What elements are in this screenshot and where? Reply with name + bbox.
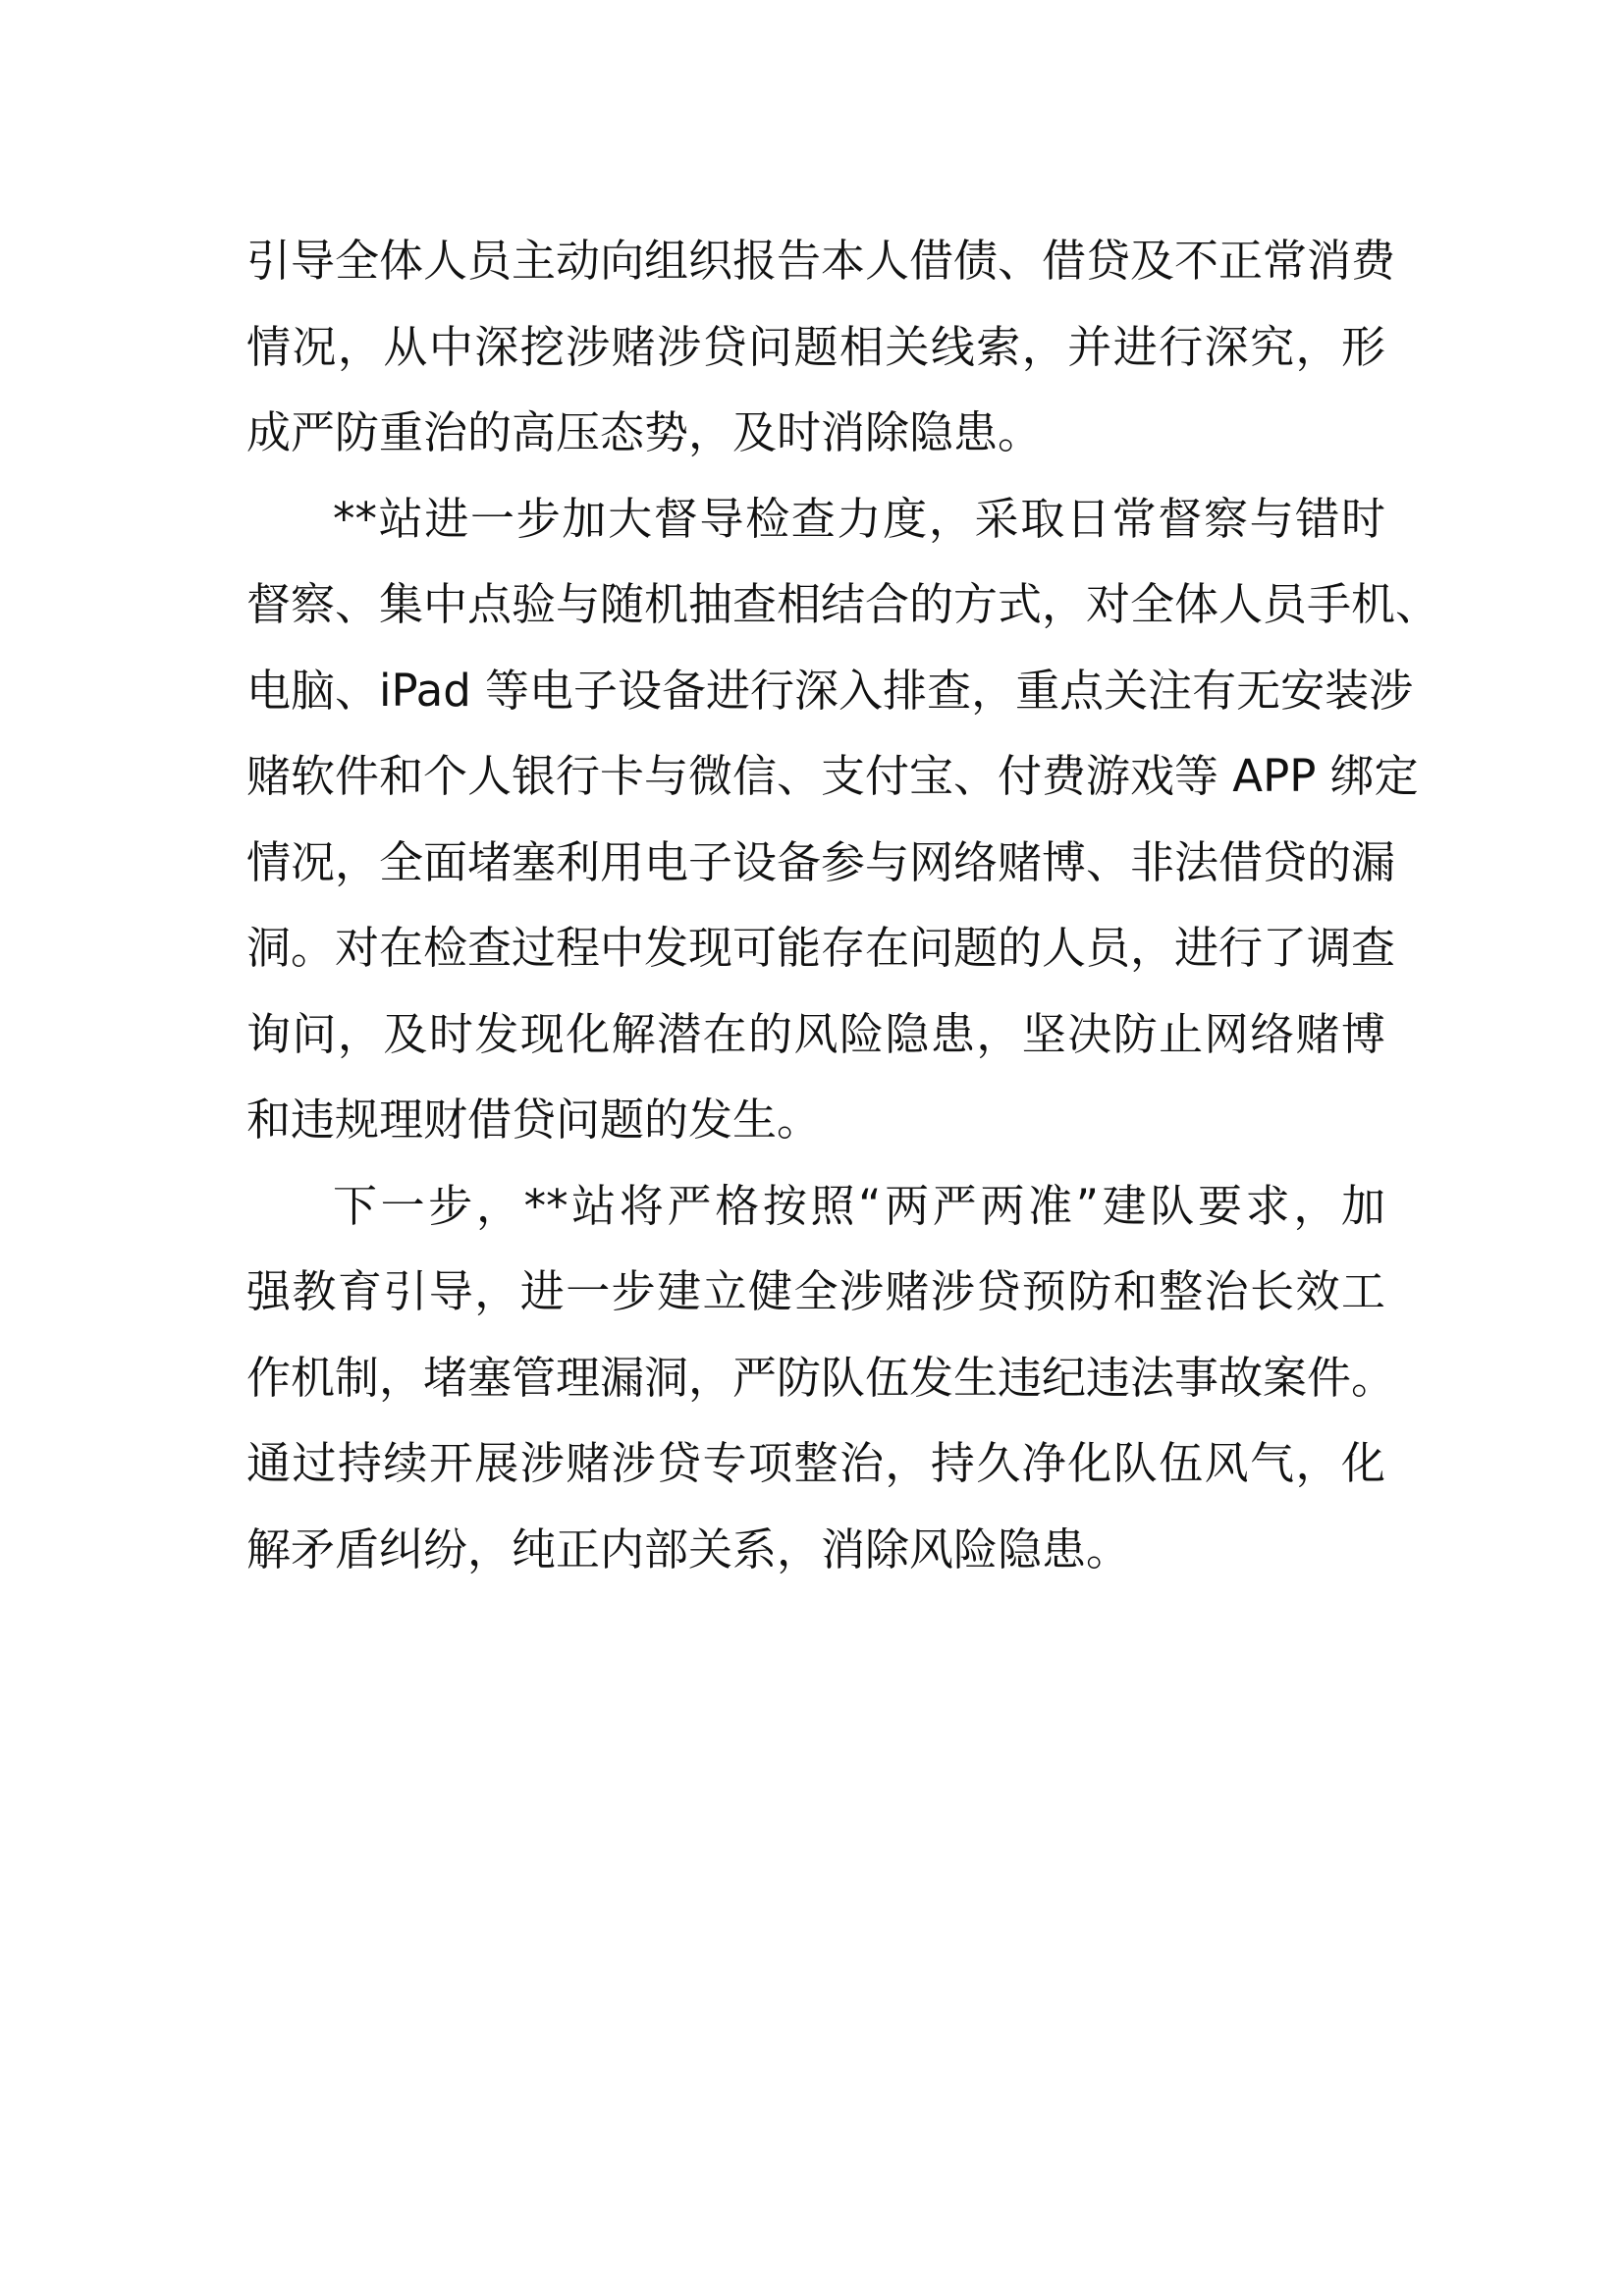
document-body bbox=[246, 218, 1440, 1592]
text-line: 成严防重治的高压态势，及时消除隐患。 bbox=[246, 406, 1043, 458]
text-line: 洞。对在检查过程中发现可能存在问题的人员，进行了调查 bbox=[246, 922, 1396, 974]
text-line: 询问，及时发现化解潜在的风险隐患，坚决防止网络赌博 bbox=[246, 1007, 1385, 1060]
text-line: 下一步，**站将严格按照“两严两准”建队要求，加 bbox=[333, 1179, 1385, 1232]
text-line: 通过持续开展涉赌涉贷专项整治，持久净化队伍风气，化 bbox=[246, 1437, 1385, 1489]
text-line: 电脑、iPad 等电子设备进行深入排查，重点关注有无安装涉 bbox=[246, 664, 1414, 717]
text-line: 督察、集中点验与随机抽查相结合的方式，对全体人员手机、 bbox=[246, 578, 1440, 630]
text-line: 情况，全面堵塞利用电子设备参与网络赌博、非法借贷的漏 bbox=[246, 835, 1396, 888]
text-line: 赌软件和个人银行卡与微信、支付宝、付费游戏等 APP 绑定 bbox=[246, 750, 1419, 802]
text-line: 强教育引导，进一步建立健全涉赌涉贷预防和整治长效工 bbox=[246, 1265, 1385, 1317]
text-line: 和违规理财借贷问题的发生。 bbox=[246, 1094, 822, 1146]
text-line: 作机制，堵塞管理漏洞，严防队伍发生违纪违法事故案件。 bbox=[246, 1351, 1396, 1404]
text-line: 情况，从中深挖涉赌涉贷问题相关线索，并进行深究，形 bbox=[246, 320, 1385, 373]
text-line: 引导全体人员主动向组织报告本人借债、借贷及不正常消费 bbox=[246, 235, 1396, 287]
text-line: 解矛盾纠纷，纯正内部关系，消除风险隐患。 bbox=[246, 1522, 1131, 1575]
text-line: **站进一步加大督导检查力度，采取日常督察与错时 bbox=[333, 492, 1385, 545]
